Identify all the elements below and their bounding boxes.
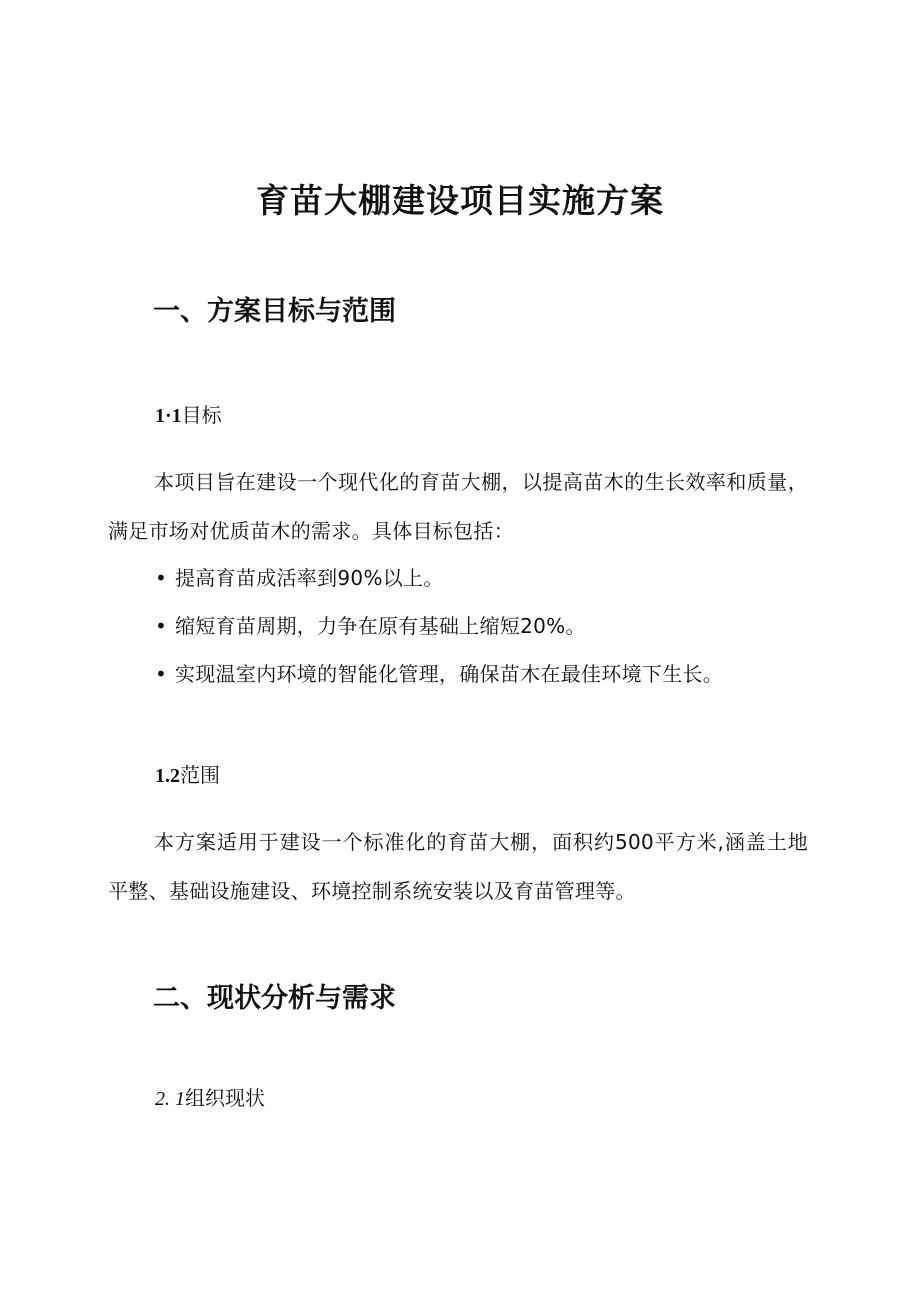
bullet-dot: • <box>155 614 168 638</box>
section-heading-1: 一、方案目标与范围 <box>153 296 396 327</box>
bullet-text: 提高育苗成活率到90%以上。 <box>175 566 444 590</box>
paragraph-scope: 本方案适用于建设一个标准化的育苗大棚，面积约500平方米,涵盖土地平整、基础设施建设、环境控制系统安装以及育苗管理等。 <box>108 830 808 903</box>
bullet-text: 缩短育苗周期，力争在原有基础上缩短20%。 <box>175 614 586 638</box>
bullet-item-1 <box>155 563 444 593</box>
subsection-heading-1-2 <box>155 760 220 791</box>
subsection-label: 组织现状 <box>185 1086 265 1110</box>
subsection-label: 目标 <box>181 403 222 427</box>
subsection-heading-2-1 <box>155 1083 265 1114</box>
subsection-heading-1-1 <box>155 400 222 431</box>
section-heading-2: 二、现状分析与需求 <box>153 983 396 1014</box>
bullet-dot: • <box>155 662 168 686</box>
document-title: 育苗大棚建设项目实施方案 <box>256 181 664 220</box>
bullet-dot: • <box>155 566 168 590</box>
paragraph-goal: 本项目旨在建设一个现代化的育苗大棚，以提高苗木的生长效率和质量，满足市场对优质苗木的需求。具体目标包括： <box>108 470 808 543</box>
bullet-item-2 <box>155 611 586 641</box>
bullet-text: 实现温室内环境的智能化管理，确保苗木在最佳环境下生长。 <box>175 662 724 686</box>
subsection-number: 1.2 <box>155 765 180 787</box>
subsection-number: 2. 1 <box>155 1088 185 1110</box>
subsection-label: 范围 <box>180 763 220 787</box>
bullet-item-3 <box>155 659 723 689</box>
subsection-number: 1·1 <box>155 405 182 427</box>
